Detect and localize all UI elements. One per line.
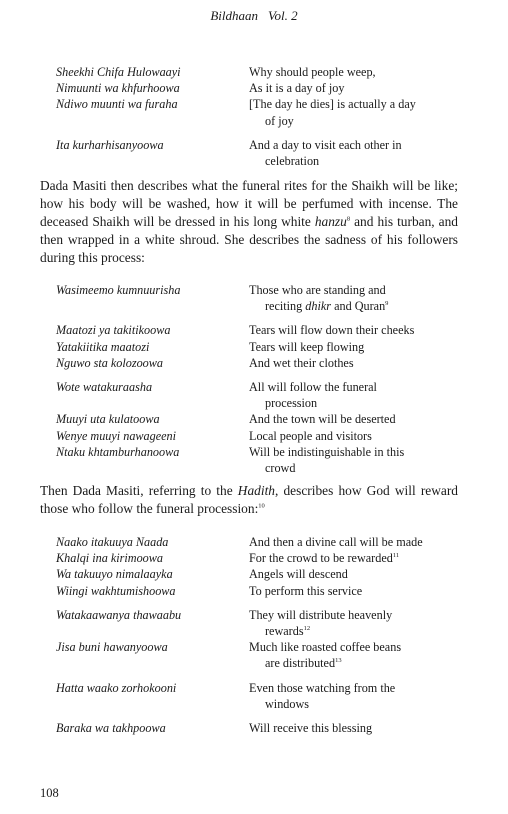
english-translation: Tears will flow down their cheeks [249,323,415,338]
swahili-verse: Maatozi ya takitikoowa [56,323,171,338]
translation-continuation: celebration [265,154,320,169]
english-translation [249,137,476,169]
translation-continuation: crowd [265,461,296,476]
verse-line [56,322,476,338]
english-translation [249,96,476,128]
english-translation: Tears will keep flowing [249,339,365,354]
poem-stanza-1 [56,64,476,169]
verse-line [56,379,476,411]
translation-line: [The day he dies] is actually a day [249,97,416,112]
translation-continuation: procession [265,396,318,411]
poem-stanza-2 [56,282,476,476]
translation-continuation: windows [265,696,310,711]
english-translation: For the crowd to be rewarded$^{11}$ [249,551,400,566]
verse-line [56,583,476,599]
body-paragraph-2: Then Dada Masiti, referring to the Hadith, describes how God will reward those who follow the funeral procession:$^{10}$ [40,483,458,516]
english-translation: All will follow the funeral procession [249,379,476,411]
swahili-verse: Muuyi uta kulatoowa [56,412,160,427]
swahili-verse: Hatta waako zorhokooni [56,680,177,695]
english-translation: As it is a day of joy [249,81,345,96]
swahili-verse: Jisa buni hawanyoowa [56,640,168,655]
footnote-ref: 10 [258,502,265,510]
swahili-verse: Baraka wa takhpoowa [56,721,166,736]
footnote-ref: 9 [385,300,389,308]
swahili-verse: Nimuunti wa khfurhoowa [56,81,180,96]
footnote-ref: 13 [335,657,342,665]
swahili-verse: Wa takuuyo nimalaayka [56,567,173,582]
english-translation: Local people and visitors [249,428,372,443]
english-translation: Angels will descend [249,567,348,582]
swahili-verse: Naako itakuuya Naada [56,535,169,549]
volume-label: Vol. 2 [268,8,298,23]
verse-line [56,550,476,566]
verse-line [56,639,476,671]
english-translation: Will receive this blessing [249,721,373,736]
poem-stanza-3 [56,534,476,736]
verse-line [56,428,476,444]
verse-line [56,355,476,371]
footnote-ref: 11 [392,552,400,560]
running-header [0,8,508,24]
swahili-verse: Ndiwo muunti wa furaha [56,97,178,112]
english-translation: Will be indistinguishable in this crowd [249,444,476,476]
swahili-verse: Ntaku khtamburhanoowa [56,444,180,459]
swahili-verse: Wasimeemo kumnuurisha [56,283,181,297]
english-translation: And then a divine call will be made [249,535,423,549]
verse-line [56,96,476,128]
english-translation: Much like roasted coffee beans are distributed$^{13}$ [249,640,402,671]
english-translation: And the town will be deserted [249,412,396,427]
verse-line [56,607,476,639]
english-translation: Even those watching from the windows [249,680,476,712]
swahili-verse: Watakaawanya thawaabu [56,607,182,622]
swahili-verse: Ita kurharhisanyoowa [56,137,164,152]
verse-line [56,444,476,476]
swahili-verse: Sheekhi Chifa Hulowaayi [56,65,181,79]
verse-line [56,566,476,582]
verse-line [56,411,476,427]
verse-line [56,339,476,355]
footnote-ref: 12 [303,624,311,632]
italic-term: hanzu [314,214,347,229]
footnote-ref: 8 [346,215,351,223]
verse-line [56,282,476,314]
english-translation: Why should people weep, [249,65,376,79]
swahili-verse: Wote watakuraasha [56,380,153,395]
english-translation: They will distribute heavenly rewards$^{12}$ [249,607,393,639]
body-paragraph-1: Dada Masiti then describes what the funeral rites for the Shaikh will be like; how his body will be washed, how it will be perfumed with incense. The deceased Shaikh will be dressed in his long white hanzu$^8$ and his turban, and then wrapped in a white shroud. She describes the sadness of his followers during this process: [40,178,458,265]
verse-line [56,80,476,96]
swahili-verse: Yatakiitika maatozi [56,339,150,354]
translation-continuation: of joy [265,113,294,128]
verse-line [56,137,476,169]
english-translation: Those who are standing and reciting dhikr and Quran$^9$ [249,283,389,314]
verse-line [56,64,476,80]
verse-line [56,534,476,550]
journal-title: Bildhaan [210,8,259,23]
swahili-verse: Khalqi ina kirimoowa [56,551,163,566]
swahili-verse: Nguwo sta kolozoowa [56,355,163,370]
english-translation: To perform this service [249,583,363,598]
english-translation: And wet their clothes [249,355,354,370]
swahili-verse: Wenye muuyi nawageeni [56,428,177,443]
italic-term: dhikr [305,299,332,314]
italic-term: Hadith [237,483,275,498]
verse-line [56,720,476,736]
swahili-verse: Wiingi wakhtumishoowa [56,583,176,598]
verse-line [56,680,476,712]
translation-line: And a day to visit each other in [249,137,402,152]
page-number: 108 [40,786,59,800]
